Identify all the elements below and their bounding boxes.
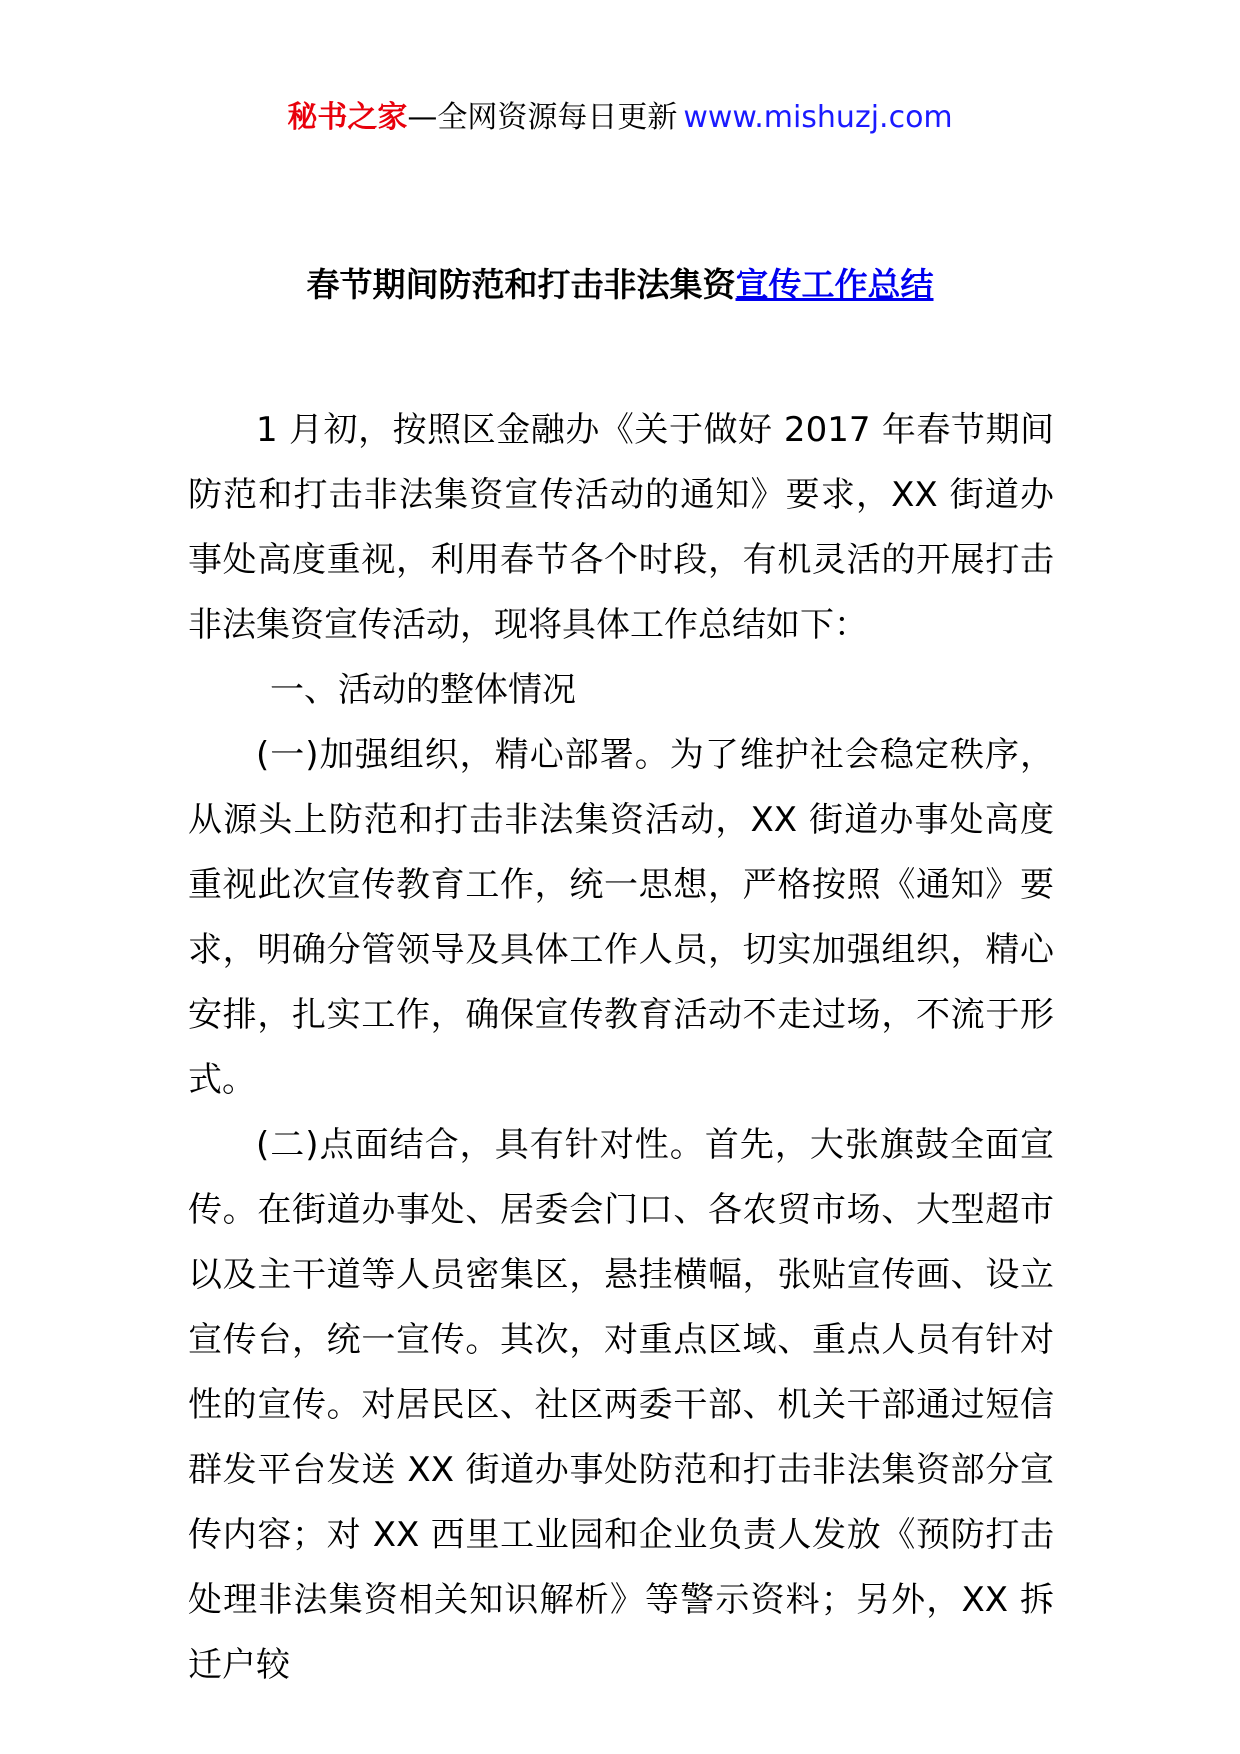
page-header <box>0 98 1240 138</box>
body-paragraph: (一)加强组织，精心部署。为了维护社会稳定秩序，从源头上防范和打击非法集资活动，XX 街道办事处高度重视此次宣传教育工作，统一思想，严格按照《通知》要求，明确分管领导及具体工作人员，切实加强组织，精心安排，扎实工作，确保宣传教育活动不走过场，不流于形式。 <box>188 735 1054 1100</box>
body-paragraph: (二)点面结合，具有针对性。首先，大张旗鼓全面宣传。在街道办事处、居委会门口、各农贸市场、大型超市以及主干道等人员密集区，悬挂横幅，张贴宣传画、设立宣传台，统一宣传。其次，对重点区域、重点人员有针对性的宣传。对居民区、社区两委干部、机关干部通过短信群发平台发送 XX 街道办事处防范和打击非法集资部分宣传内容；对 XX 西里工业园和企业负责人发放《预防打击处理非法集资相关知识解析》等警示资料；另外，XX 拆迁户较 <box>188 1125 1054 1685</box>
title-text: 春节期间防范和打击非法集资 <box>306 265 736 304</box>
document-title <box>0 262 1240 308</box>
intro-paragraph: 1 月初，按照区金融办《关于做好 2017 年春节期间防范和打击非法集资宣传活动的通知》要求，XX 街道办事处高度重视，利用春节各个时段，有机灵活的开展打击非法集资宣传活动，现将具体工作总结如下： <box>188 410 1054 645</box>
title-link[interactable]: 宣传工作总结 <box>735 265 934 304</box>
header-tagline: —全网资源每日更新 <box>407 100 678 135</box>
site-url-link[interactable]: www.mishuzj.com <box>683 100 953 135</box>
brand-name: 秘书之家 <box>287 100 408 135</box>
document-body <box>188 398 1054 1698</box>
section-heading: 一、活动的整体情况 <box>270 670 576 710</box>
